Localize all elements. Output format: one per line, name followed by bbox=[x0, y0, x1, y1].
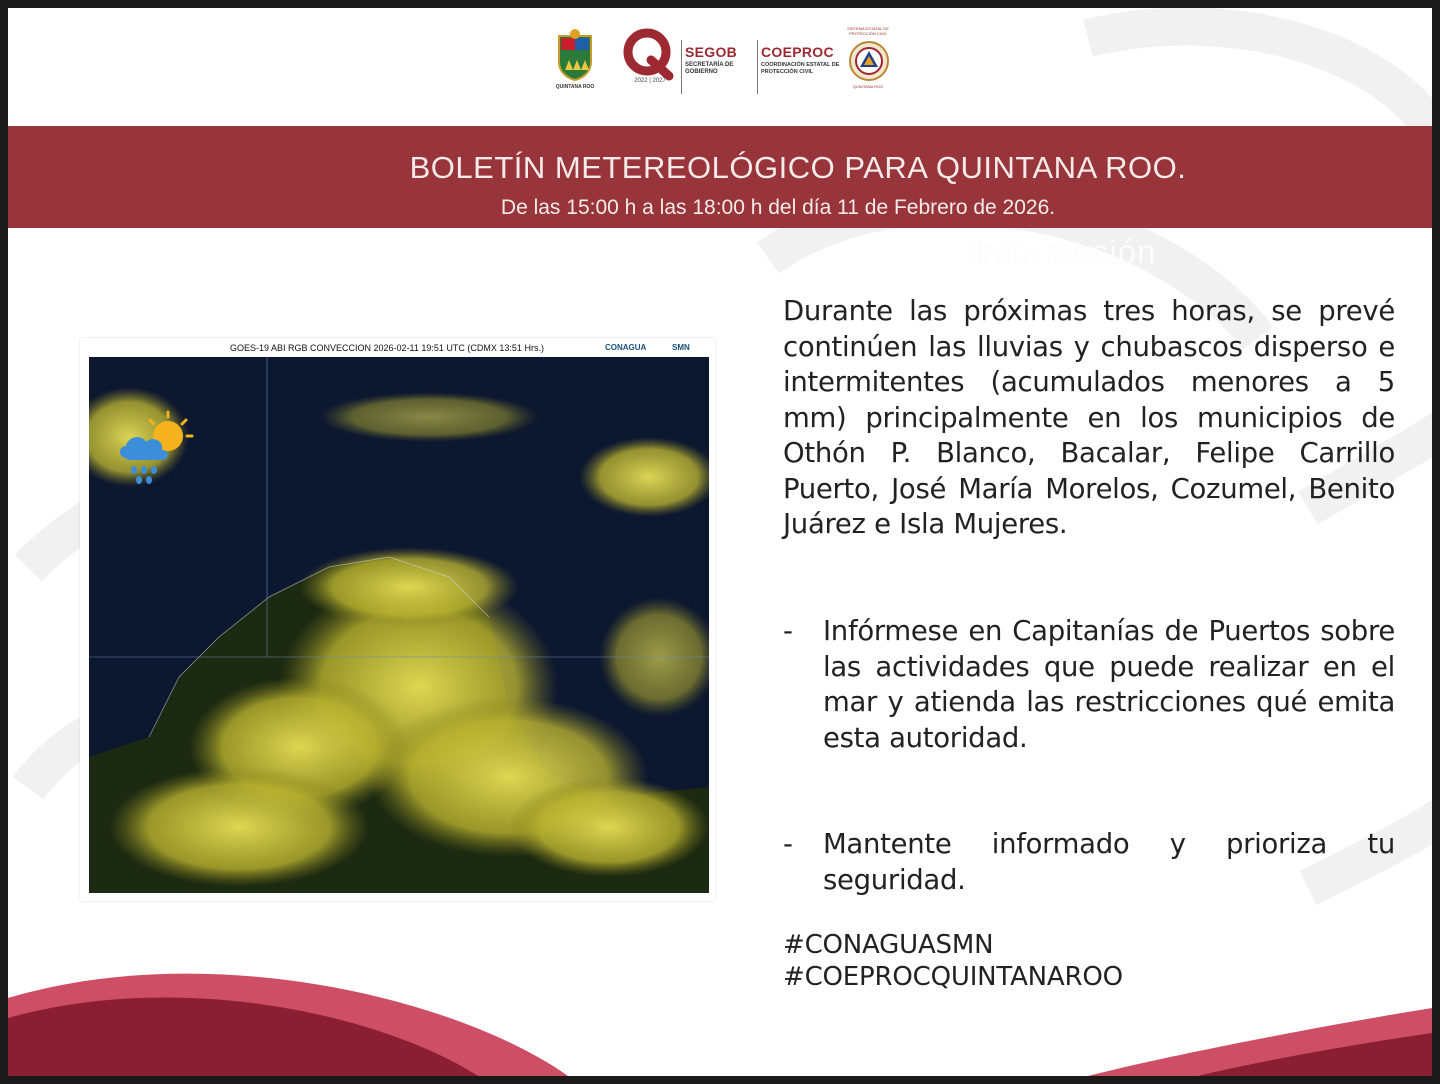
satellite-image-frame bbox=[80, 338, 715, 901]
segob-sublabel: SECRETARÍA DE GOBIERNO bbox=[685, 62, 734, 75]
sistema-bottom-caption: QUINTANA ROO bbox=[852, 84, 884, 89]
conagua-logo: CONAGUA bbox=[605, 343, 647, 352]
segob-label: SEGOB bbox=[685, 44, 738, 60]
hashtag-conagua: #CONAGUASMN bbox=[783, 930, 994, 960]
advice-text-1: Infórmese en Capitanías de Puertos sobre las actividades que puede realizar en el mar y atienda las restricciones qué emita esta autoridad. bbox=[823, 615, 1395, 754]
sistema-caption: SISTEMA ESTATAL DE PROTECCIÓN CIVIL bbox=[847, 26, 889, 36]
satellite-header: GOES-19 ABI RGB CONVECCION 2026-02-11 19:51 UTC (CDMX 13:51 Hrs.) bbox=[230, 343, 544, 353]
info-heading: Información bbox=[973, 233, 1157, 270]
q-years: 2022 | 2027 bbox=[634, 78, 666, 84]
hashtag-coeproc: #COEPROCQUINTANAROO bbox=[783, 962, 1123, 992]
bulletin-title: BOLETÍN METEREOLÓGICO PARA QUINTANA ROO. bbox=[409, 150, 1187, 185]
quintana-roo-caption: QUINTANA ROO bbox=[555, 84, 595, 90]
advice-text-2: Mantente informado y prioriza tu seguridad. bbox=[823, 828, 1395, 896]
logo-divider bbox=[757, 40, 758, 94]
logo-divider bbox=[681, 40, 682, 94]
bullet-marker: - bbox=[783, 615, 793, 647]
bullet-marker: - bbox=[783, 828, 793, 860]
quintana-roo-shield-icon bbox=[555, 26, 595, 82]
smn-logo: SMN bbox=[672, 343, 690, 352]
coeproc-label: COEPROC bbox=[761, 44, 834, 60]
bulletin-time-range: De las 15:00 h a las 18:00 h del día 11 de Febrero de 2026. bbox=[500, 196, 1056, 219]
sun-cloud-rain-icon bbox=[114, 410, 200, 490]
forecast-paragraph: Durante las próximas tres horas, se prevé continúen las lluvias y chubascos disperso e intermitentes (acumulados menores a 5 mm) principalmente en los municipios de Othón P. Blanco, Bacalar, Felipe Carrillo Puerto, José María Morelos, Cozumel, Benito Juárez e Isla Mujeres. bbox=[783, 295, 1395, 540]
q-government-logo-icon bbox=[621, 28, 679, 84]
bulletin-page bbox=[8, 8, 1432, 1076]
proteccion-civil-emblem-icon bbox=[849, 40, 889, 82]
header-logos bbox=[553, 22, 903, 92]
coeproc-sublabel: COORDINACIÓN ESTATAL DE PROTECCIÓN CIVIL bbox=[761, 62, 840, 75]
